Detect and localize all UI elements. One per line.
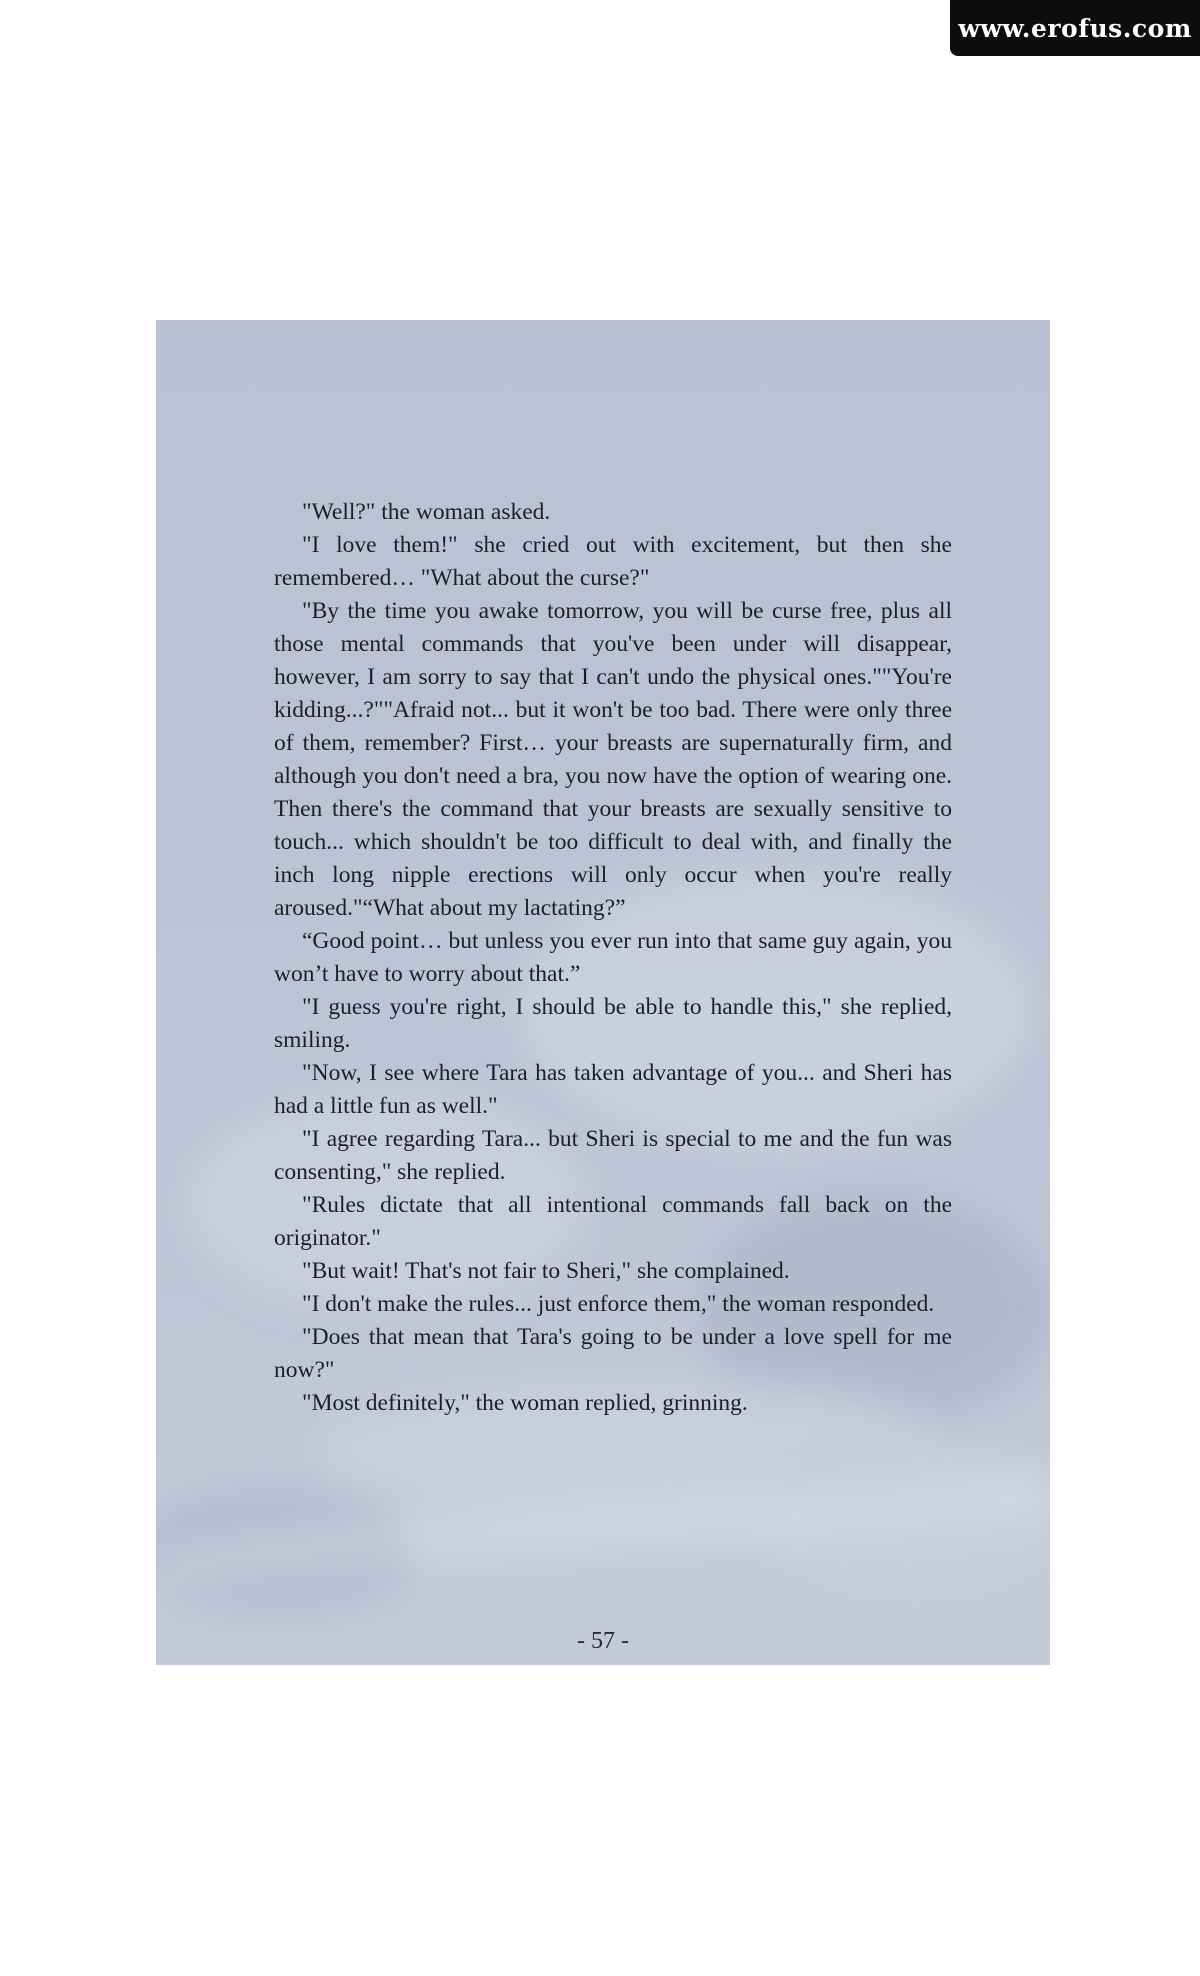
paragraph: “Good point… but unless you ever run into that same guy again, you won’t have to worry about that.” [274, 928, 952, 987]
paragraph: "Does that mean that Tara's going to be under a love spell for me now?" [274, 1324, 952, 1383]
paragraph: "Well?" the woman asked. [302, 499, 551, 525]
page-number: - 57 - [577, 1628, 629, 1654]
paragraph: "Now, I see where Tara has taken advantage of you... and Sheri has had a little fun as well." [274, 1060, 952, 1119]
book-page [156, 320, 1050, 1665]
paragraph: "Most definitely," the woman replied, grinning. [302, 1390, 748, 1416]
watermark-badge [950, 0, 1200, 56]
page-body-text [274, 496, 952, 1420]
watermark-text: www.erofus.com [958, 13, 1192, 43]
paragraph: "I love them!" she cried out with excitement, but then she remembered… "What about the curse?" [274, 532, 952, 591]
paragraph: "But wait! That's not fair to Sheri," she complained. [302, 1258, 790, 1284]
paragraph: "I don't make the rules... just enforce them," the woman responded. [302, 1291, 935, 1317]
paragraph: "By the time you awake tomorrow, you will be curse free, plus all those mental commands that you've been under will disappear, however, I am sorry to say that I can't undo the physical ones.""You're kidding...?""Afraid not... but it won't be too bad. There were only three of them, remember? First… your breasts are supernaturally firm, and although you don't need a bra, you now have the option of wearing one. Then there's the command that your breasts are sexually sensitive to touch... which shouldn't be too difficult to deal with, and finally the inch long nipple erections will only occur when you're really aroused."“What about my lactating?” [274, 598, 952, 921]
paragraph: "Rules dictate that all intentional commands fall back on the originator." [274, 1192, 952, 1251]
paragraph: "I agree regarding Tara... but Sheri is special to me and the fun was consenting," she replied. [274, 1126, 952, 1185]
paragraph: "I guess you're right, I should be able to handle this," she replied, smiling. [274, 994, 952, 1053]
